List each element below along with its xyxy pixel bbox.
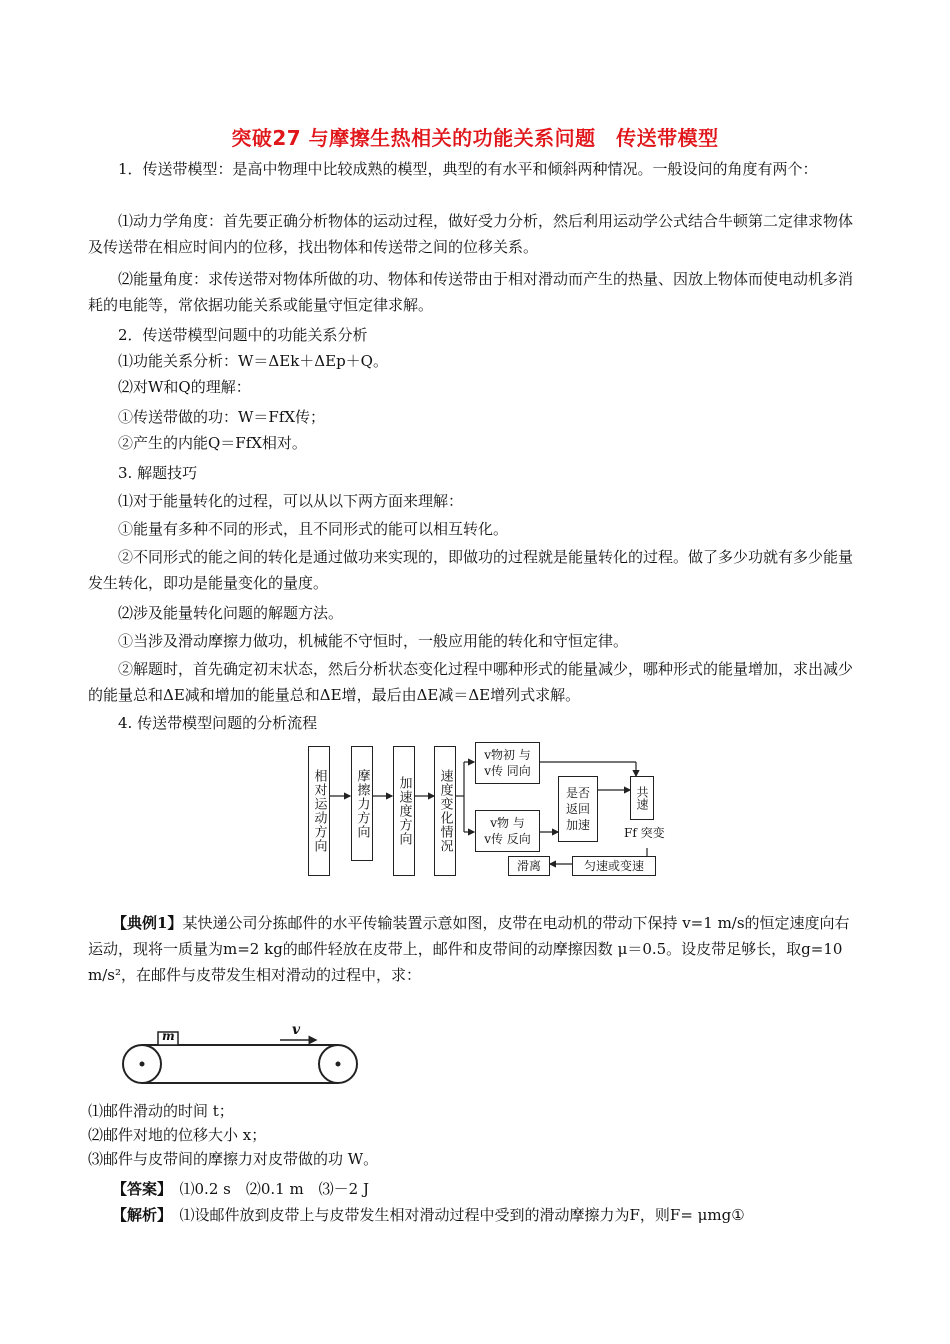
mail-box-label: m	[162, 1029, 175, 1043]
question-2: ⑵邮件对地的位移大小 x；	[88, 1126, 267, 1144]
flow-box-uniform-label: 匀速或变速	[583, 858, 644, 873]
analysis-text: ⑴设邮件放到皮带上与皮带发生相对滑动过程中受到的滑动摩擦力为F，则F= μmg①	[164, 1206, 745, 1224]
example-text: 某快递公司分拣邮件的水平传输装置示意如图，皮带在电动机的带动下保持 v=1 m/s的恒定速度向右运动，现将一质量为m=2 kg的邮件轻放在皮带上，邮件和皮带间的动摩擦因数 μ＝0.5。设皮带足够长，取g=10 m/s²，在邮件与皮带发生相对滑动的过程中，求：	[88, 914, 850, 984]
flow-ff-change: Ff 突变	[624, 826, 665, 840]
question-3: ⑶邮件与皮带间的摩擦力对皮带做的功 W。	[88, 1150, 379, 1168]
flow-box-relative-motion	[308, 746, 330, 876]
question-1: ⑴邮件滑动的时间 t；	[88, 1102, 234, 1120]
flow-box-slide-off-label: 滑离	[516, 858, 541, 873]
answer-line	[88, 1176, 864, 1202]
paragraph-3f: ②解题时，首先确定初末状态，然后分析状态变化过程中哪种形式的能量减少，哪种形式的能量增加，求出减少的能量总和ΔE减和增加的能量总和ΔE增，最后由ΔE减＝ΔE增列式求解。	[88, 660, 854, 704]
paragraph-2: 2．传送带模型问题中的功能关系分析	[118, 326, 368, 344]
flow-diagram	[306, 738, 686, 878]
flow-box-friction	[351, 746, 373, 861]
flow-box-opposite-direction-line2: v传 反向	[484, 832, 531, 846]
page-title: 突破27 与摩擦生热相关的功能关系问题 传送带模型	[231, 126, 719, 150]
flow-box-opposite-direction-line1: v物 与	[490, 816, 525, 830]
flow-box-acceleration-label: 加速度方向	[396, 776, 412, 846]
answer-tag: 【答案】	[112, 1180, 165, 1198]
paragraph-3e: ①当涉及滑动摩擦力做功，机械能不守恒时，一般应用能的转化和守恒定律。	[118, 632, 629, 650]
paragraph-2c: ①传送带做的功：W＝FfX传；	[118, 408, 326, 426]
flow-box-slide-off	[508, 856, 550, 876]
conveyor-belt-drawing	[120, 1026, 360, 1096]
paragraph-1b: ⑵能量角度：求传送带对物体所做的功、物体和传送带由于相对滑动而产生的热量、因放上物体而使电动机多消耗的电能等，常依据功能关系或能量守恒定律求解。	[88, 270, 854, 314]
paragraph-3d: ⑵涉及能量转化问题的解题方法。	[118, 604, 344, 622]
flow-box-relative-motion-label: 相对运动方向	[311, 769, 327, 853]
paragraph-2a: ⑴功能关系分析：W＝ΔEk＋ΔEp＋Q。	[118, 352, 388, 370]
flow-box-acceleration	[393, 746, 415, 876]
paragraph-2d: ②产生的内能Q＝FfX相对。	[118, 434, 307, 452]
flow-box-friction-label: 摩擦力方向	[354, 768, 370, 839]
paragraph-3b: ①能量有多种不同的形式，且不同形式的能可以相互转化。	[118, 520, 509, 538]
flow-box-return-label: 是否返回加速	[565, 786, 590, 832]
paragraph-1a: ⑴动力学角度：首先要正确分析物体的运动过程，做好受力分析，然后利用运动学公式结合牛顿第二定律求物体及传送带在相应时间内的位移，找出物体和传送带之间的位移关系。	[88, 212, 854, 256]
flow-box-same-direction-line2: v传 同向	[484, 764, 531, 778]
example-paragraph	[88, 910, 864, 988]
flow-box-common-speed-label: 共速	[635, 786, 649, 810]
flow-box-return	[558, 776, 598, 842]
example-tag: 【典例1】	[112, 914, 183, 932]
flow-box-uniform	[572, 856, 656, 876]
paragraph-2b: ⑵对W和Q的理解：	[118, 378, 251, 396]
paragraph-3a: ⑴对于能量转化的过程，可以从以下两方面来理解：	[118, 492, 464, 510]
paragraph-4: 4. 传送带模型问题的分析流程	[118, 714, 318, 732]
paragraph-3: 3. 解题技巧	[118, 464, 198, 482]
flow-box-velocity-change-label: 速度变化情况	[437, 769, 453, 853]
flow-box-velocity-change	[434, 746, 456, 876]
velocity-label: v	[292, 1022, 301, 1038]
flow-box-common-speed	[630, 776, 654, 820]
answer-text: ⑴0.2 s ⑵0.1 m ⑶－2 J	[164, 1180, 370, 1198]
paragraph-3c: ②不同形式的能之间的转化是通过做功来实现的，即做功的过程就是能量转化的过程。做了多少功就有多少能量发生转化，即功是能量变化的量度。	[88, 548, 854, 592]
conveyor-figure	[120, 1022, 360, 1096]
flow-box-same-direction-line1: v物初 与	[484, 748, 531, 762]
analysis-line	[88, 1202, 864, 1228]
analysis-tag: 【解析】	[112, 1206, 165, 1224]
flow-box-opposite-direction	[475, 810, 540, 852]
paragraph-1: 1．传送带模型：是高中物理中比较成熟的模型，典型的有水平和倾斜两种情况。一般设问的角度有两个：	[118, 160, 818, 178]
flow-box-same-direction	[475, 742, 540, 784]
